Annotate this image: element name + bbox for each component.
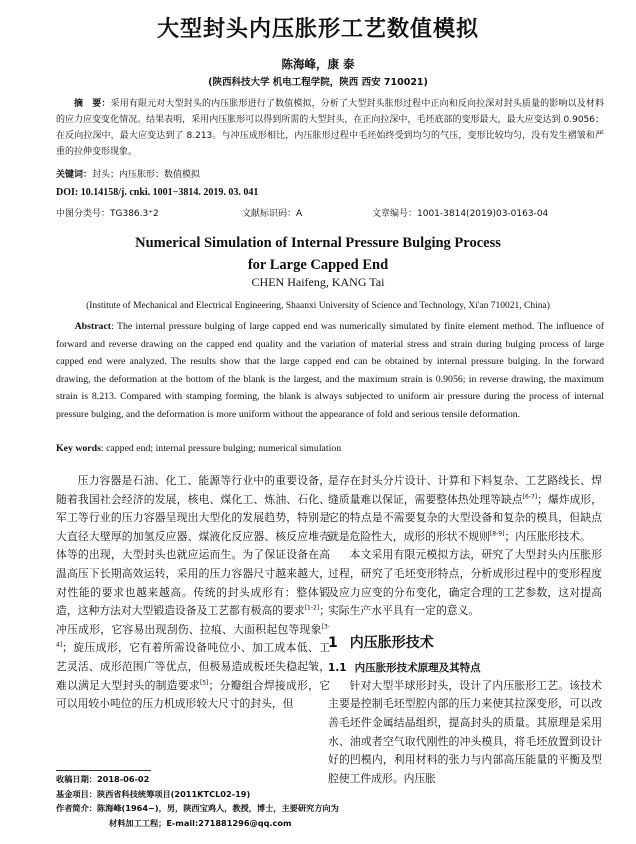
fund-info: 基金项目：陕西省科技统筹项目(2011KTCL02-19) [56, 788, 251, 799]
citation: [8-9] [489, 530, 505, 538]
keywords-cn [56, 167, 200, 180]
paper-title-cn: 大型封头内压胀形工艺数值模拟 [156, 17, 479, 42]
keywords-en [56, 443, 341, 454]
title-en-line1: Numerical Simulation of Internal Pressure Bulging Process [135, 235, 501, 251]
body-column-left [56, 472, 330, 714]
title-en-line2: for Large Capped End [247, 257, 389, 273]
authors-cn: 陈海峰，康 泰 [281, 57, 355, 71]
section-title: 内压胀形技术 [349, 634, 434, 651]
body-text: ；分瓣组合焊接成形，它可以用较小吨位的压力机成形较大尺寸的封头，但 [56, 678, 331, 711]
affiliation-cn: (陕西科技大学 机电工程学院，陕西 西安 710021) [208, 77, 428, 88]
abstract-en [56, 318, 604, 424]
subsection-number: 1.1 [328, 661, 347, 674]
footnotes [56, 772, 339, 830]
keywords-en-text: : capped end; internal pressure bulging; numerical simulation [100, 443, 342, 454]
abstract-cn-text: 采用有限元对大型封头的内压胀形进行了数值模拟，分析了大型封头胀形过程中正向和反向拉深对封头质量的影响以及材料的应力应变变化情况。结果表明，采用内压胀形可以得到所需的大型封头，在正向拉深中，毛坯底部的变形最大，最大应变达到 0.9056；在反向拉深中，最大应变达到了 8.213。与冲压成形相比，内压胀形过程中毛坯始终受到均匀的气压，变形比较均匀，没有发生褶皱和严重的拉伸变形现象。 [56, 99, 604, 157]
abstract-cn-label: 摘 要： [74, 99, 111, 109]
received-date: 收稿日期：2018-06-02 [56, 774, 150, 784]
footnote-rule [56, 770, 151, 771]
body-paragraph: 针对大型半球形封头，设计了内压胀形工艺。该技术主要是控制毛坯型腔内部的压力来使其拉深变形，可以改善毛坯件金属结晶组织，提高封头的质量。其原理是采用水、油或者空气取代刚性的冲头模具，将毛坯放置到设计好的凹模内，利用材料的张力与内部高压能量的平衡及型腔使工件成形。内压胀 [328, 678, 602, 785]
document-code: 文献标识码：A [242, 209, 303, 219]
citation: [6-7] [522, 493, 538, 500]
author-bio-continued: 材料加工工程；E-mail:271881296@qq.com [109, 817, 292, 828]
keywords-cn-label: 关键词： [56, 170, 93, 180]
article-number: 文章编号：1001-3814(2019)03-0163-04 [372, 209, 549, 219]
body-text: 是存在封头分片设计、计算和下料复杂、工艺路线长、焊缝质量难以保证，需要整体热处理等缺点 [328, 474, 602, 506]
class-number: 中图分类号：TG386.3⁺2 [56, 209, 159, 219]
body-paragraph [328, 472, 602, 546]
abstract-en-label: Abstract [74, 321, 112, 332]
body-text: ；旋压成形，它有着所需设备吨位小、加工成本低、工艺灵活、成形范围广等优点，但极易造成板坯失稳起皱，难以满足大型封头的制造要求 [56, 641, 330, 692]
abstract-en-text: : The internal pressure bulging of large capped end was numerically simulated by finite element method. The influence of forward and reverse drawing on the capped end quality and the variation of material stress and strain during bulging process of large capped end were analyzed. The results show that the large capped end can be obtained by internal pressure bulging. In the forward drawing, the deformation at the bottom of the blank is the largest, and the maximum strain is 0.9056; in reverse drawing, the maximum strain is 8.213. Compared with stamping forming, the blank is always subjected to uniform air pressure during the process of internal pressure bulging, and the deformation is more uniform without the appearance of fold and serious tensile deformation. [56, 321, 604, 420]
body-paragraph [56, 472, 330, 714]
keywords-en-label: Key words [56, 443, 101, 454]
author-bio: 作者简介：陈海峰(1964−)，男，陕西宝鸡人，教授，博士，主要研究方向为 [56, 803, 339, 814]
authors-en: CHEN Haifeng, KANG Tai [251, 275, 385, 289]
body-paragraph: 本文采用有限元模拟方法，研究了大型封头内压胀形过程，研究了毛坯变形特点，分析成形过程中的变形程度及应力应变的分布变化，确定合理的工艺参数，这对提高实际生产水平具有一定的意义。 [328, 548, 602, 618]
body-text: ；爆炸成形，它的特点是不需要复杂的大型设备和复杂的模具，但缺点就是危险性大，成形的形状不规则 [328, 492, 603, 543]
paper-title-en [0, 232, 636, 276]
keywords-cn-text: 封头；内压胀形；数值模拟 [92, 170, 201, 180]
section-number: 1 [328, 634, 338, 651]
body-text: 压力容器是石油、化工、能源等行业中的重要设备，随着我国社会经济的发展，核电、煤化工、炼油、石化、军工等行业的压力容器呈现出大型化的发展趋势，特别是大直径大壁厚的加氢反应器、煤液化反应器、核反应堆壳体等的出现，大型封头也就应运而生。为了保证设备在高温高压下长期高效运转，采用的压力容器尺寸越来越大，对性能的要求也越来越高。传统的封头成形有：整体锻造，这种方法对大型锻造设备及工艺都有极高的要求 [56, 474, 330, 618]
abstract-cn [56, 96, 604, 160]
subsection-heading [328, 659, 602, 677]
body-text: ；冲压成形，它容易出现刮伤、拉痕、大面积起包等现象 [56, 604, 330, 636]
citation: [1-2] [304, 604, 320, 612]
citation: [3-4] [56, 623, 330, 649]
doi: DOI: 10.14158/j. cnki. 1001−3814. 2019. 03. 041 [56, 187, 259, 198]
citation: [5] [199, 678, 209, 686]
affiliation-en: (Institute of Mechanical and Electrical Engineering, Shaanxi University of Science and Technology, Xi'an 710021, China) [86, 301, 550, 311]
body-text: ；内压胀形技术。 [504, 529, 591, 543]
section-heading [328, 633, 602, 653]
subsection-title: 内压胀形技术原理及其特点 [354, 661, 481, 674]
body-column-right [328, 472, 602, 788]
